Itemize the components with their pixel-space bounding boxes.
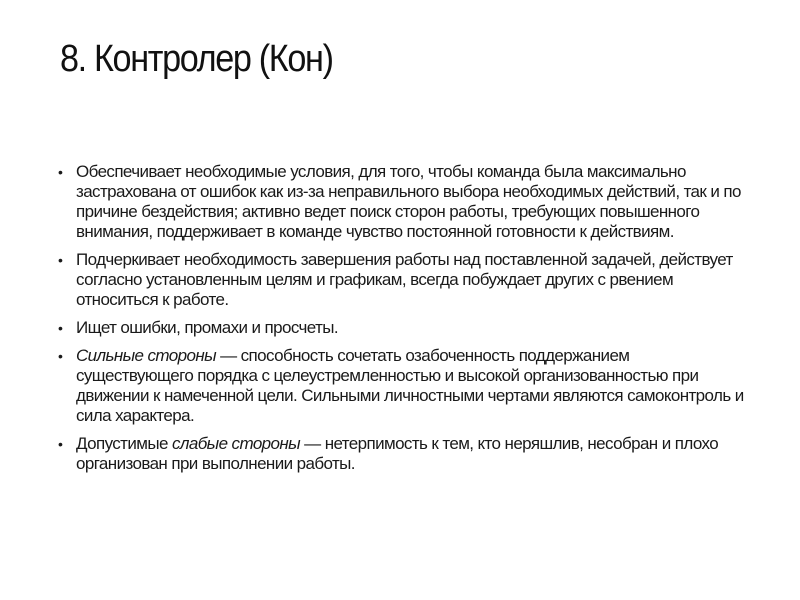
weaknesses-label: слабые стороны xyxy=(171,434,301,453)
bullet-item xyxy=(56,250,746,310)
bullet-item xyxy=(56,318,746,338)
strengths-label: Сильные стороны xyxy=(76,346,216,365)
bullet-marker: • xyxy=(58,348,63,364)
bullet-text: Обеспечивает необходимые условия, для того, чтобы команда была максимально застрахована от ошибок как из-за неправильного выбора необходимых действий, так и по причине бездействия; активно ведет поиск сторон работы, требующих повышенного внимания, поддерживает в команде чувство постоянной готовности к действиям. xyxy=(76,162,741,241)
bullet-marker: • xyxy=(58,436,63,452)
bullet-marker: • xyxy=(58,320,63,336)
bullet-marker: • xyxy=(58,164,63,180)
bullet-text: Ищет ошибки, промахи и просчеты. xyxy=(76,318,339,337)
bullet-item xyxy=(56,346,746,426)
slide-title: 8. Контролер (Кон) xyxy=(60,38,333,80)
bullet-list xyxy=(56,162,746,482)
bullet-prefix: Допустимые xyxy=(76,434,172,453)
bullet-marker: • xyxy=(58,252,63,268)
bullet-item xyxy=(56,434,746,474)
bullet-text: — способность сочетать озабоченность поддержанием существующего порядка с целеустремленностью и высокой организованностью при движении к намеченной цели. Сильными личностными чертами являются самоконтроль и сила характера. xyxy=(76,346,744,425)
bullet-text: Подчеркивает необходимость завершения работы над поставленной задачей, действует согласно установленным целям и графикам, всегда побуждает других с рвением относиться к работе. xyxy=(76,250,733,309)
bullet-item xyxy=(56,162,746,242)
bullet-text: — нетерпимость к тем, кто неряшлив, несобран и плохо организован при выполнении работы. xyxy=(76,434,719,473)
